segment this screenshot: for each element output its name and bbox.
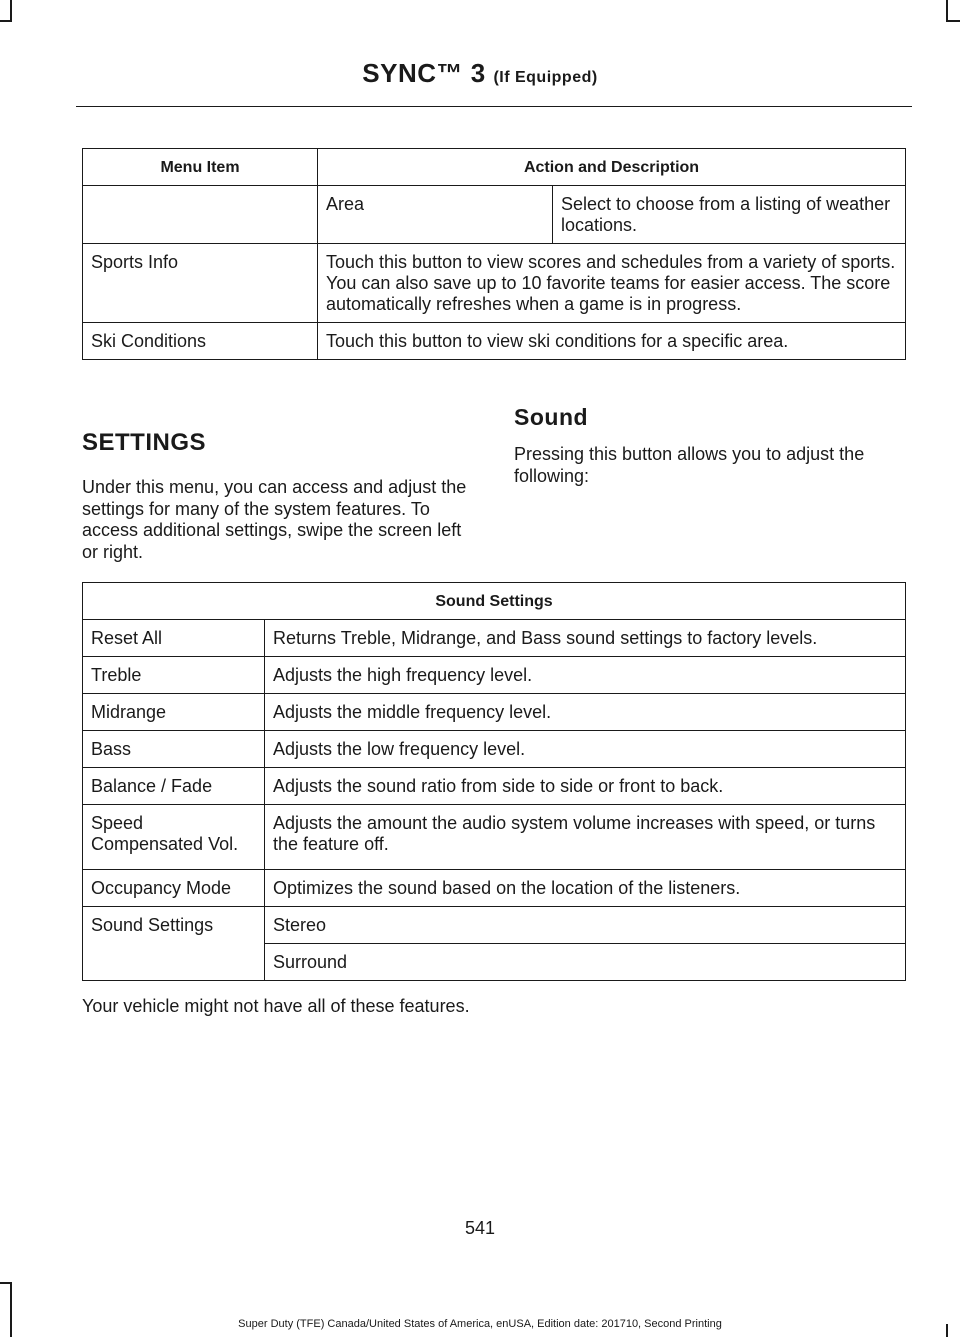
setting-description-cell: Adjusts the middle frequency level. — [265, 694, 906, 731]
sound-table-title: Sound Settings — [83, 583, 906, 620]
description-cell: Touch this button to view ski conditions for a specific area. — [318, 323, 906, 360]
setting-description-cell: Adjusts the amount the audio system volume increases with speed, or turns the feature off. — [265, 805, 906, 870]
page-number: 541 — [464, 1218, 496, 1238]
setting-name-cell: Balance / Fade — [83, 768, 265, 805]
menu-item-cell: Ski Conditions — [83, 323, 318, 360]
setting-description-cell: Adjusts the low frequency level. — [265, 731, 906, 768]
setting-description-cell: Optimizes the sound based on the location of the listeners. — [265, 870, 906, 907]
table-row — [83, 907, 906, 944]
availability-note: Your vehicle might not have all of these features. — [82, 996, 470, 1016]
setting-name-cell: Sound Settings — [83, 907, 265, 981]
column-header-action: Action and Description — [318, 149, 906, 186]
table-row — [83, 805, 906, 870]
column-header-menu-item: Menu Item — [83, 149, 318, 186]
setting-name-cell: Occupancy Mode — [83, 870, 265, 907]
header-divider — [76, 106, 912, 107]
menu-item-cell — [83, 186, 318, 244]
sound-heading: Sound — [514, 404, 589, 430]
setting-name-cell: Bass — [83, 731, 265, 768]
description-cell: Select to choose from a listing of weather locations. — [553, 186, 906, 244]
description-cell: Touch this button to view scores and schedules from a variety of sports. You can also save up to 10 favorite teams for easier access. The score automatically refreshes when a game is in progress. — [318, 244, 906, 323]
table-row — [83, 657, 906, 694]
header-title: SYNC™ 3 — [362, 58, 486, 88]
header-subtitle: (If Equipped) — [493, 69, 598, 86]
table-row — [83, 244, 906, 323]
table-row — [83, 323, 906, 360]
setting-name-cell: Reset All — [83, 620, 265, 657]
table-row — [83, 694, 906, 731]
setting-name-cell: Speed Compensated Vol. — [83, 805, 265, 870]
table-row — [83, 870, 906, 907]
settings-body: Under this menu, you can access and adjust the settings for many of the system features. To access additional settings, swipe the screen left or right. — [82, 477, 467, 562]
sound-body: Pressing this button allows you to adjust the following: — [514, 444, 865, 486]
setting-option-cell: Stereo — [265, 907, 906, 944]
table-row — [83, 186, 906, 244]
setting-option-cell: Surround — [265, 944, 906, 981]
edition-footer: Super Duty (TFE) Canada/United States of America, enUSA, Edition date: 201710, Second Printing — [238, 1318, 722, 1330]
setting-description-cell: Adjusts the sound ratio from side to side or front to back. — [265, 768, 906, 805]
setting-description-cell: Returns Treble, Midrange, and Bass sound settings to factory levels. — [265, 620, 906, 657]
table-row — [83, 731, 906, 768]
crop-mark — [0, 1282, 12, 1284]
setting-name-cell: Treble — [83, 657, 265, 694]
setting-description-cell: Adjusts the high frequency level. — [265, 657, 906, 694]
crop-mark — [946, 20, 960, 22]
crop-mark — [0, 20, 12, 22]
settings-heading: SETTINGS — [82, 429, 207, 456]
crop-mark — [946, 0, 948, 20]
menu-item-table — [82, 148, 906, 360]
table-row — [83, 768, 906, 805]
sound-settings-table — [82, 582, 906, 981]
crop-mark — [10, 0, 12, 20]
menu-item-cell: Sports Info — [83, 244, 318, 323]
page-header — [0, 58, 960, 89]
sub-item-cell: Area — [318, 186, 553, 244]
table-row — [83, 620, 906, 657]
setting-name-cell: Midrange — [83, 694, 265, 731]
